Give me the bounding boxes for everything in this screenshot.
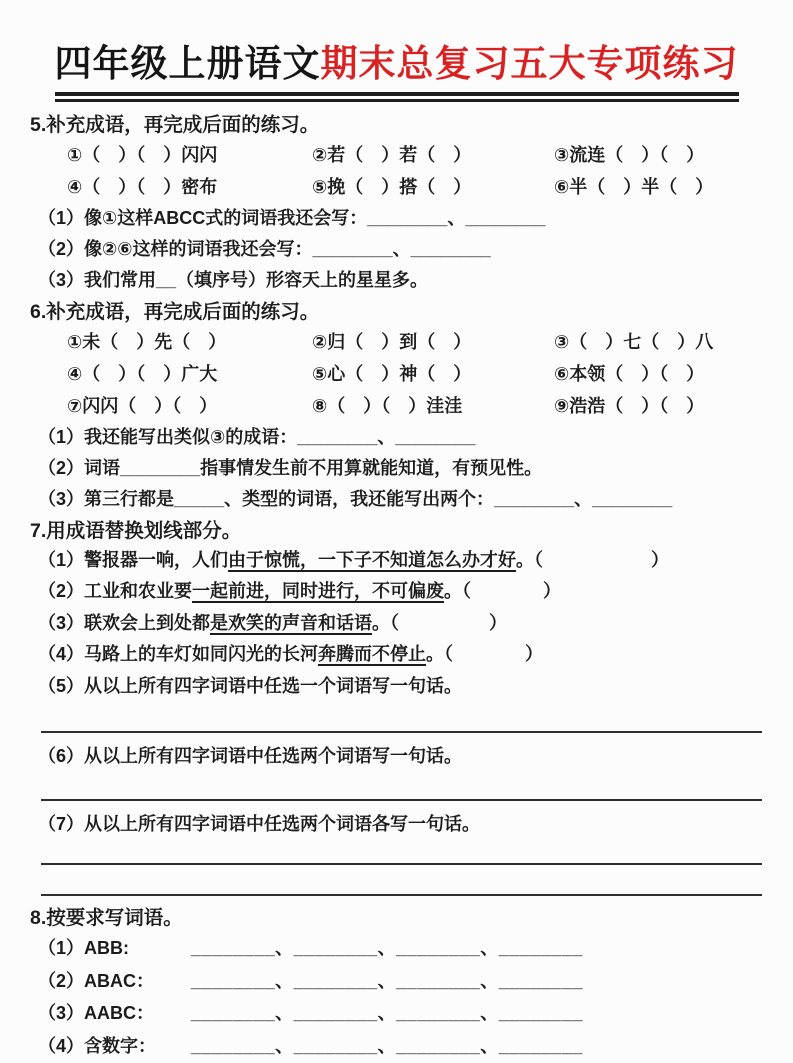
answer-line xyxy=(41,894,762,896)
idiom-item: ⑥半（ ）半（ ） xyxy=(554,176,714,197)
sentence-pre: （2）工业和农业要 xyxy=(38,581,193,601)
answer-blanks: ________、________、________、________ xyxy=(191,1035,583,1056)
question-line: （2）词语________指事情发生前不用算就能知道，有预见性。 xyxy=(38,457,543,478)
section-5-heading: 5.补充成语，再完成后面的练习。 xyxy=(30,113,320,136)
idiom-item: ⑨浩浩（ ）（ ） xyxy=(554,395,705,416)
idiom-item: ⑤心（ ）神（ ） xyxy=(312,363,472,384)
question-line xyxy=(38,639,763,671)
answer-blanks: ________、________、________、________ xyxy=(191,938,583,958)
idiom-row xyxy=(67,139,763,171)
idiom-item: ⑥本领（ ）（ ） xyxy=(554,363,705,384)
question-line xyxy=(38,545,763,577)
word-pattern-row xyxy=(38,965,763,998)
title-grade-part: 四年级上册语文 xyxy=(54,43,321,84)
underlined-phrase: 一起前进，同时进行，不可偏废 xyxy=(192,581,445,601)
idiom-item: ⑤挽（ ）搭（ ） xyxy=(312,176,472,197)
section-6 xyxy=(30,299,763,515)
idiom-row xyxy=(67,358,763,390)
answer-blanks: ________、________、________、________ xyxy=(191,970,583,991)
sentence-pre: （3）联欢会上到处都 xyxy=(38,612,211,633)
question-line: （3）我们常用__（填序号）形容天上的星星多。 xyxy=(38,269,429,290)
sentence-post: 。（ ） xyxy=(516,549,670,570)
question-line: （1）我还能写出类似③的成语：________、________ xyxy=(38,426,476,447)
question-line: （5）从以上所有四字词语中任选一个词语写一句话。 xyxy=(38,675,463,696)
sentence-pre: （4）马路上的车灯如同闪光的长河 xyxy=(38,644,319,664)
section-6-heading: 6.补充成语，再完成后面的练习。 xyxy=(30,300,320,323)
section-7-heading: 7.用成语替换划线部分。 xyxy=(30,519,242,542)
idiom-item: ②归（ ）到（ ） xyxy=(312,331,472,352)
divider-line-top xyxy=(55,92,739,96)
question-line: （6）从以上所有四字词语中任选两个词语写一句话。 xyxy=(38,746,463,766)
underlined-phrase: 奔腾而不停止 xyxy=(318,644,427,664)
pattern-label: （4）含数字： xyxy=(38,1035,157,1056)
idiom-item: ③（ ）七（ ）八 xyxy=(554,331,714,352)
word-pattern-row xyxy=(38,932,763,965)
question-line: （2）像②⑥这样的词语我还会写：________、________ xyxy=(38,238,491,259)
answer-line xyxy=(41,799,762,801)
idiom-item: ⑧（ ）（ ）洼洼 xyxy=(312,395,463,416)
idiom-row xyxy=(67,326,763,358)
sentence-post: 。（ ） xyxy=(426,644,544,664)
idiom-item: ⑦闪闪（ ）（ ） xyxy=(67,395,218,416)
worksheet-content xyxy=(0,102,793,1063)
section-5 xyxy=(30,112,763,296)
idiom-item: ④（ ）（ ）密布 xyxy=(67,176,218,197)
idiom-item: ③流连（ ）（ ） xyxy=(554,144,705,165)
question-line xyxy=(38,576,763,608)
idiom-item: ①未（ ）先（ ） xyxy=(67,331,227,352)
answer-blanks: ________、________、________、________ xyxy=(191,1003,583,1023)
question-line: （3）第三行都是_____、类型的词语，我还能写出两个：________、________ xyxy=(38,488,673,509)
sentence-post: 。（ ） xyxy=(444,581,562,601)
question-line xyxy=(38,608,763,640)
answer-line xyxy=(41,731,762,733)
section-7 xyxy=(30,518,763,897)
answer-line xyxy=(41,863,762,865)
question-line: （7）从以上所有四字词语中任选两个词语各写一句话。 xyxy=(38,813,481,834)
idiom-row xyxy=(67,171,763,203)
section-8-heading: 8.按要求写词语。 xyxy=(30,907,183,929)
idiom-item: ①（ ）（ ）闪闪 xyxy=(67,144,218,165)
section-8 xyxy=(30,905,763,1062)
idiom-item: ④（ ）（ ）广大 xyxy=(67,363,218,384)
title-divider xyxy=(55,92,739,102)
idiom-row xyxy=(67,390,763,422)
sentence-post: 。（ ） xyxy=(372,612,508,633)
pattern-label: （2）ABAC： xyxy=(38,970,155,991)
sentence-pre: （1）警报器一响，人们 xyxy=(38,549,229,570)
pattern-label: （3）AABC： xyxy=(38,1003,155,1023)
word-pattern-row xyxy=(38,997,763,1030)
idiom-item: ②若（ ）若（ ） xyxy=(312,144,472,165)
pattern-label: （1）ABB: xyxy=(38,938,130,958)
page-title xyxy=(0,0,793,87)
title-topic-part: 期末总复习五大专项练习 xyxy=(320,43,739,84)
word-pattern-row xyxy=(38,1030,763,1063)
question-line: （1）像①这样ABCC式的词语我还会写：________、________ xyxy=(38,207,546,228)
underlined-phrase: 是欢笑的声音和话语 xyxy=(210,612,373,633)
underlined-phrase: 由于惊慌，一下子不知道怎么办才好 xyxy=(228,549,517,570)
